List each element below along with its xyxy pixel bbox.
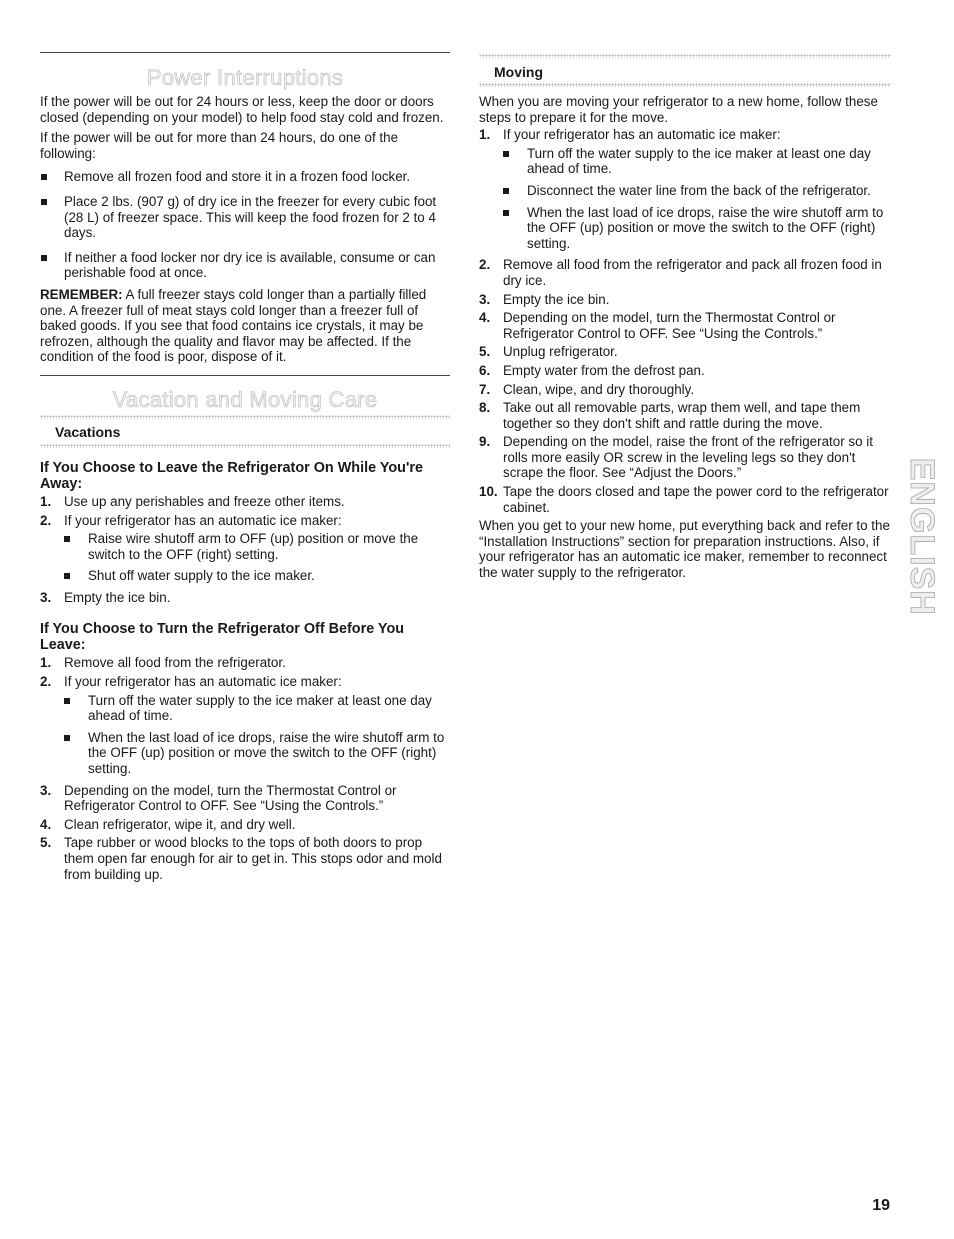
list-item <box>479 363 891 379</box>
sub-bullet-list <box>40 531 450 584</box>
step-text: Tape rubber or wood blocks to the tops of both doors to prop them open far enough for air to get in. This stops odor and mold from building up. <box>64 835 442 882</box>
list-item <box>479 434 891 481</box>
list-item: If neither a food locker nor dry ice is available, consume or can perishable food at once. <box>40 250 450 281</box>
list-item <box>40 835 450 882</box>
step-number: 3. <box>40 589 52 605</box>
step-number: 2. <box>40 674 52 690</box>
list-item <box>40 783 450 814</box>
step-text: Depending on the model, turn the Thermostat Control or Refrigerator Control to OFF. See “Using the Controls.” <box>503 310 836 341</box>
moving-heading: Moving <box>494 64 543 80</box>
power-interruptions-title: Power Interruptions <box>146 65 344 90</box>
step-text: Remove all food from the refrigerator and pack all frozen food in dry ice. <box>503 257 882 288</box>
step-number: 2. <box>40 512 52 528</box>
turn-off-heading: If You Choose to Turn the Refrigerator Off Before You Leave: <box>40 621 405 654</box>
step-text: Use up any perishables and freeze other items. <box>64 493 345 509</box>
step-number: 3. <box>40 782 52 798</box>
step-number: 1. <box>479 127 491 143</box>
language-side-tab <box>902 452 941 622</box>
list-item <box>479 127 891 251</box>
page-number: 19 <box>872 1197 890 1214</box>
list-item: Turn off the water supply to the ice maker at least one day ahead of time. <box>479 146 891 177</box>
step-number: 1. <box>40 655 52 671</box>
step-text: Empty the ice bin. <box>503 291 610 307</box>
step-number: 4. <box>40 816 52 832</box>
list-item: Turn off the water supply to the ice maker at least one day ahead of time. <box>40 693 450 724</box>
list-item <box>40 817 450 833</box>
step-text: If your refrigerator has an automatic ice maker: <box>503 127 781 143</box>
list-item <box>479 257 891 288</box>
leave-on-steps <box>40 494 450 606</box>
step-number: 9. <box>479 434 491 450</box>
step-text: Clean refrigerator, wipe it, and dry well. <box>64 816 296 832</box>
turn-off-steps <box>40 655 450 882</box>
list-item <box>40 590 450 606</box>
list-item <box>479 310 891 341</box>
section-rule <box>40 375 450 376</box>
list-item <box>479 344 891 360</box>
list-item: Raise wire shutoff arm to OFF (up) position or move the switch to the OFF (right) setting. <box>40 531 450 562</box>
step-number: 4. <box>479 310 491 326</box>
step-number: 8. <box>479 400 491 416</box>
step-number: 6. <box>479 362 491 378</box>
right-column <box>479 0 891 586</box>
step-text: Empty water from the defrost pan. <box>503 362 705 378</box>
remember-text: A full freezer stays cold longer than a partially filled one. A freezer full of meat stays cold longer than a freezer full of baked goods. If you see that food contains ice crystals, it may be refrozen, although the quality and flavor may be affected. If the condition of the food is poor, dispose of it. <box>40 286 427 365</box>
list-item: Remove all frozen food and store it in a frozen food locker. <box>40 169 450 185</box>
step-text: Tape the doors closed and tape the power cord to the refrigerator cabinet. <box>503 484 889 515</box>
list-item <box>479 484 891 515</box>
list-item: When the last load of ice drops, raise the wire shutoff arm to the OFF (up) position or move the switch to the OFF (right) setting. <box>479 205 891 252</box>
power-paragraph-2: If the power will be out for more than 24 hours, do one of the following: <box>40 130 399 161</box>
moving-steps <box>479 127 891 515</box>
step-number: 1. <box>40 493 52 509</box>
step-text: Empty the ice bin. <box>64 589 171 605</box>
step-text: Unplug refrigerator. <box>503 344 618 360</box>
power-paragraph-1: If the power will be out for 24 hours or less, keep the door or doors closed (depending on your model) to help food stay cold and frozen. <box>40 94 444 125</box>
dotted-divider <box>40 444 450 448</box>
moving-intro: When you are moving your refrigerator to a new home, follow these steps to prepare it for the move. <box>479 94 878 125</box>
step-text: If your refrigerator has an automatic ice maker: <box>64 674 342 690</box>
step-text: Clean, wipe, and dry thoroughly. <box>503 381 695 397</box>
leave-on-heading: If You Choose to Leave the Refrigerator On While You're Away: <box>40 459 423 492</box>
language-tab-label: ENGLISH <box>902 457 941 617</box>
list-item <box>40 674 450 777</box>
remember-paragraph <box>40 287 450 365</box>
step-number: 10. <box>479 484 498 500</box>
step-text: Depending on the model, turn the Thermostat Control or Refrigerator Control to OFF. See “Using the Controls.” <box>64 782 397 814</box>
list-item: Disconnect the water line from the back of the refrigerator. <box>479 183 891 199</box>
list-item: Place 2 lbs. (907 g) of dry ice in the freezer for every cubic foot (28 L) of freezer space. This will keep the food frozen for 2 to 4 days. <box>40 194 450 241</box>
step-number: 7. <box>479 381 491 397</box>
moving-closing: When you get to your new home, put everything back and refer to the “Installation Instructions” section for preparation instructions. Also, if your refrigerator has an automatic ice maker, remember to reconnect the water supply to the refrigerator. <box>479 518 890 581</box>
dotted-divider <box>479 83 891 87</box>
power-bullet-list <box>40 169 450 281</box>
step-number: 5. <box>479 344 491 360</box>
step-text: Remove all food from the refrigerator. <box>64 655 286 671</box>
list-item <box>40 655 450 671</box>
list-item: Shut off water supply to the ice maker. <box>40 568 450 584</box>
left-column <box>40 0 450 885</box>
list-item <box>479 400 891 431</box>
vacations-heading: Vacations <box>55 423 121 440</box>
sub-bullet-list <box>479 146 891 252</box>
dotted-divider <box>479 54 891 58</box>
list-item <box>40 494 450 510</box>
list-item: When the last load of ice drops, raise the wire shutoff arm to the OFF (up) position or move the switch to the OFF (right) setting. <box>40 730 450 777</box>
step-text: Depending on the model, raise the front of the refrigerator so it rolls more easily OR screw in the leveling legs so they don't scrape the floor. See “Adjust the Doors.” <box>503 434 873 481</box>
step-text: If your refrigerator has an automatic ice maker: <box>64 512 342 528</box>
list-item <box>40 513 450 584</box>
step-text: Take out all removable parts, wrap them well, and tape them together so they don't shift and rattle during the move. <box>503 400 861 431</box>
vacation-moving-care-title: Vacation and Moving Care <box>112 386 378 412</box>
list-item <box>479 292 891 308</box>
list-item <box>479 382 891 398</box>
step-number: 2. <box>479 257 491 273</box>
step-number: 3. <box>479 291 491 307</box>
top-rule <box>40 52 450 53</box>
sub-bullet-list <box>40 693 450 777</box>
remember-label: REMEMBER: <box>40 286 123 302</box>
step-number: 5. <box>40 835 52 851</box>
dotted-divider <box>40 415 450 419</box>
